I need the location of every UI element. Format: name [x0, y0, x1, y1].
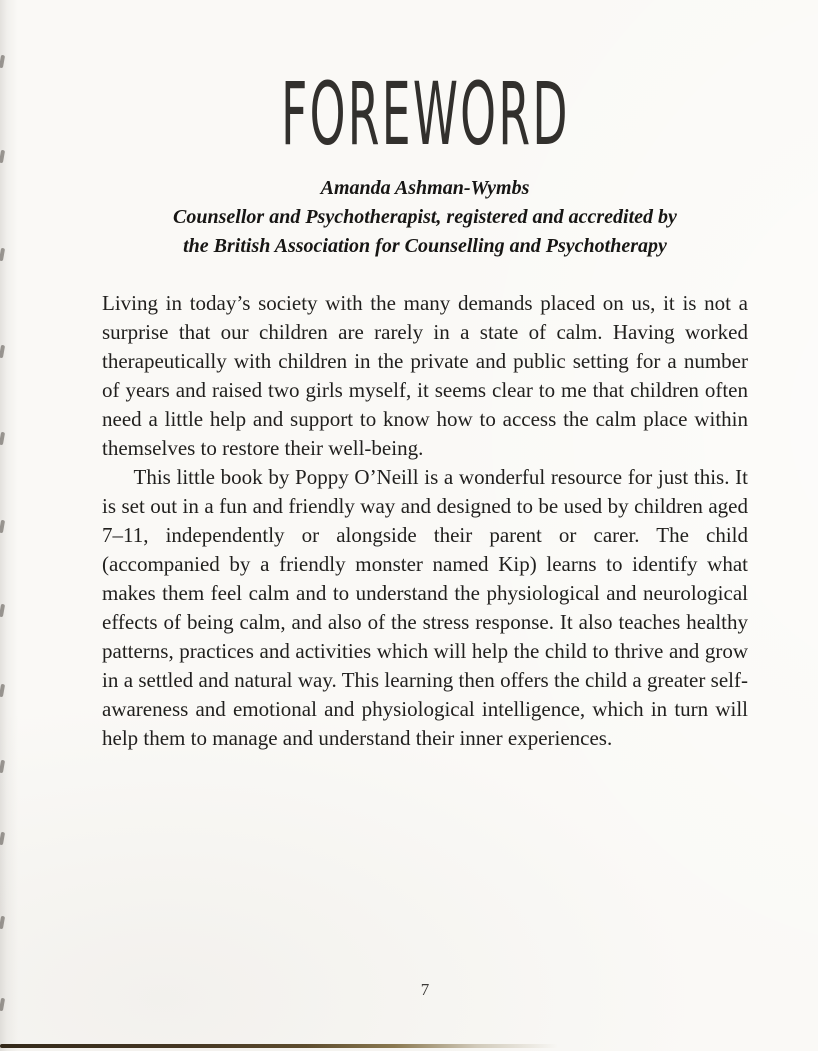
binding-stitch-mark [0, 345, 5, 358]
foreword-paragraph-2: This little book by Poppy O’Neill is a wonderful resource for just this. It is set out in a fun and friendly way and designed to be used by children aged 7–11, independently or alongside their parent or carer. The child (accompanied by a friendly monster named Kip) learns to identify what makes them feel calm and to understand the physiological and neurological effects of being calm, and also of the stress response. It also teaches healthy patterns, practices and activities which will help the child to thrive and grow in a settled and natural way. This learning then offers the child a greater self-awareness and emotional and physiological intelligence, which in turn will help them to manage and understand their inner experiences. [102, 465, 748, 750]
binding-stitch-mark [0, 55, 5, 68]
book-bottom-edge-shadow [0, 1044, 680, 1048]
page-number: 7 [420, 980, 430, 999]
binding-stitch-mark [0, 760, 5, 773]
binding-stitch-mark [0, 432, 5, 445]
page-title: FOREWORD [280, 64, 570, 166]
binding-stitch-mark [0, 520, 5, 533]
binding-stitch-mark [0, 832, 5, 845]
binding-stitch-mark [0, 916, 5, 929]
binding-stitch-mark [0, 684, 5, 697]
binding-stitch-mark [0, 150, 5, 163]
binding-stitch-mark [0, 248, 5, 261]
chapter-title-block [102, 66, 748, 164]
binding-stitch-mark [0, 604, 5, 617]
author-credential-line-2: the British Association for Counselling and Psychotherapy [183, 235, 667, 257]
foreword-paragraph-1: Living in today’s society with the many demands placed on us, it is not a surprise that our children are rarely in a state of calm. Having worked therapeutically with children in the private and public setting for a number of years and raised two girls myself, it seems clear to me that children often need a little help and support to know how to access the calm place within themselves to restore their well-being. [102, 291, 748, 460]
foreword-body [102, 289, 748, 753]
author-credential-line-1: Counsellor and Psychotherapist, registered and accredited by [173, 206, 677, 228]
binding-stitch-mark [0, 998, 5, 1011]
page-content [102, 0, 748, 753]
author-name: Amanda Ashman-Wymbs [320, 177, 530, 199]
author-credit-block [102, 174, 748, 261]
